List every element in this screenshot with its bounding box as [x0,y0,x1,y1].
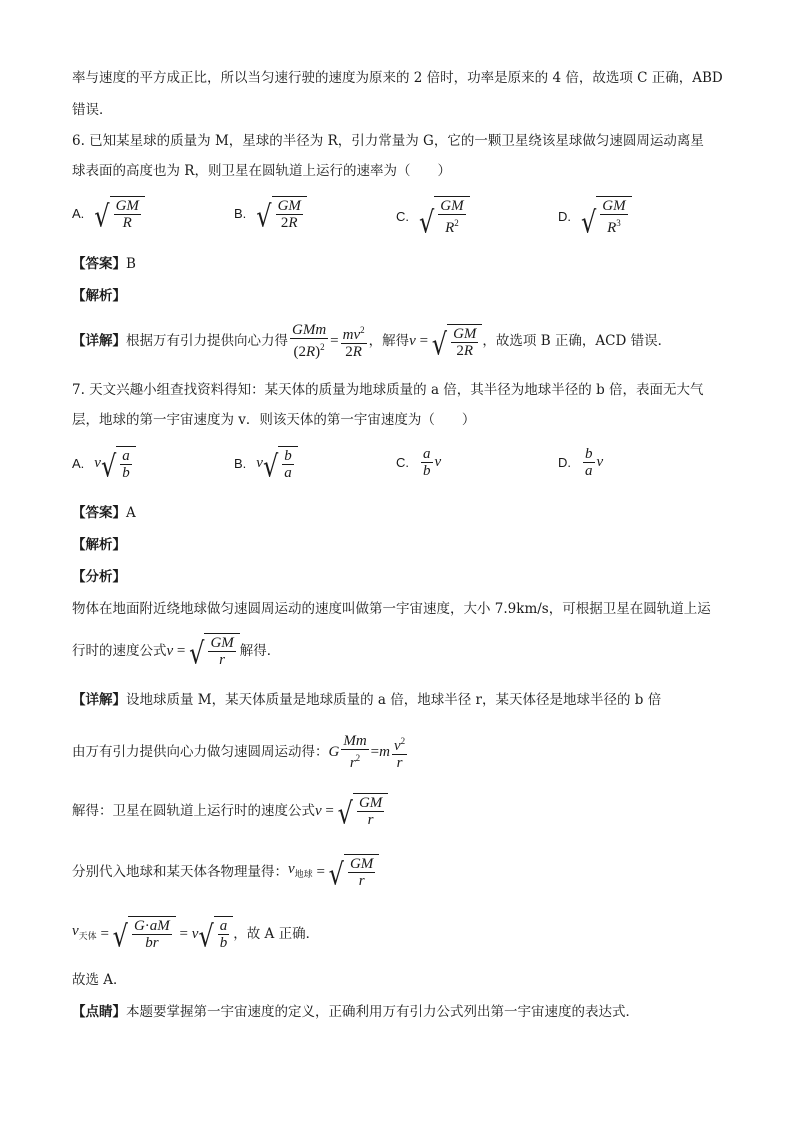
q7-option-d: D. $\frac{b}{a}$ v [558,446,604,479]
question-7-line-2: 层，地球的第一宇宙速度为 v．则该天体的第一宇宙速度为（ ） [72,412,476,428]
q7-option-b: B. v √ $\frac{b}{a}$ [234,446,298,481]
q7-answer: 【答案】A [72,505,136,521]
q7-fenxi-line-1: 物体在地面附近绕地球做匀速圆周运动的速度叫做第一宇宙速度，大小 7.9km/s，可根据卫星在圆轨道上运 [72,601,711,617]
q6-option-a: A. √ $\frac{GM}{R}$ [72,196,145,231]
q6-detail: 【详解】 根据万有引力提供向心力得 $\frac{\text{GMm}}{(2R)^2}$ = $\frac{mv^2}{2R}$ ，解得 v = √ $\frac{GM}{2R}$ ，故选项 B 正确，ACD 错误． [72,322,672,362]
question-6-line-1: 6. 已知某星球的质量为 M，星球的半径为 R，引力常量为 G，它的一颗卫星绕该星球做匀速圆周运动离星 [72,133,704,149]
q7-fenxi-tag: 【分析】 [72,569,126,585]
question-7-line-1: 7. 天文兴趣小组查找资料得知：某天体的质量为地球质量的 a 倍，其半径为地球半径的 b 倍，表面无大气 [72,382,704,398]
q7-detail-line-5: $v_{天体}$ = √ $\frac{G\cdot aM}{br}$ = v √ $\frac{a}{b}$ ，故 A 正确． [72,918,320,955]
q7-detail-line-2: 由万有引力提供向心力做匀速圆周运动得： G $\frac{Mm}{r^2}$ = m $\frac{v^2}{r}$ [72,733,406,771]
question-6-line-2: 球表面的高度也为 R，则卫星在圆轨道上运行的速率为（ ） [72,163,451,179]
dianjing: 【点睛】本题要掌握第一宇宙速度的定义，正确利用万有引力公式列出第一宇宙速度的表达式． [72,1004,639,1020]
q6-answer: 【答案】B [72,256,136,272]
q7-option-a: A. v √ $\frac{a}{b}$ [72,446,136,481]
q6-option-b: B. √ $\frac{GM}{2R}$ [234,196,307,231]
q6-option-d: D. √ $\frac{GM}{R^3}$ [558,196,632,236]
select-answer: 故选 A． [72,972,127,988]
q7-detail-line-3: 解得：卫星在圆轨道上运行时的速度公式 v = √ $\frac{GM}{r}$ [72,793,388,828]
text-line: 率与速度的平方成正比，所以当匀速行驶的速度为原来的 2 倍时，功率是原来的 4 倍，故选项 C 正确，ABD [72,70,723,86]
q6-option-c: C. √ $\frac{GM}{R^2}$ [396,196,470,236]
q7-detail-line-1: 【详解】设地球质量 M，某天体质量是地球质量的 a 倍，地球半径 r，某天体径是地球半径的 b 倍 [72,692,662,708]
q7-detail-line-4: 分别代入地球和某天体各物理量得： $v_{地球}$ = √ $\frac{GM}{r}$ [72,854,379,889]
text-line: 错误． [72,102,113,118]
q7-option-c: C. $\frac{a}{b}$ v [396,446,442,479]
q7-fenxi-line-2: 行时的速度公式 v = √ $\frac{GM}{r}$ 解得． [72,635,281,672]
q7-analysis-tag: 【解析】 [72,537,126,553]
q6-analysis-tag: 【解析】 [72,288,126,304]
